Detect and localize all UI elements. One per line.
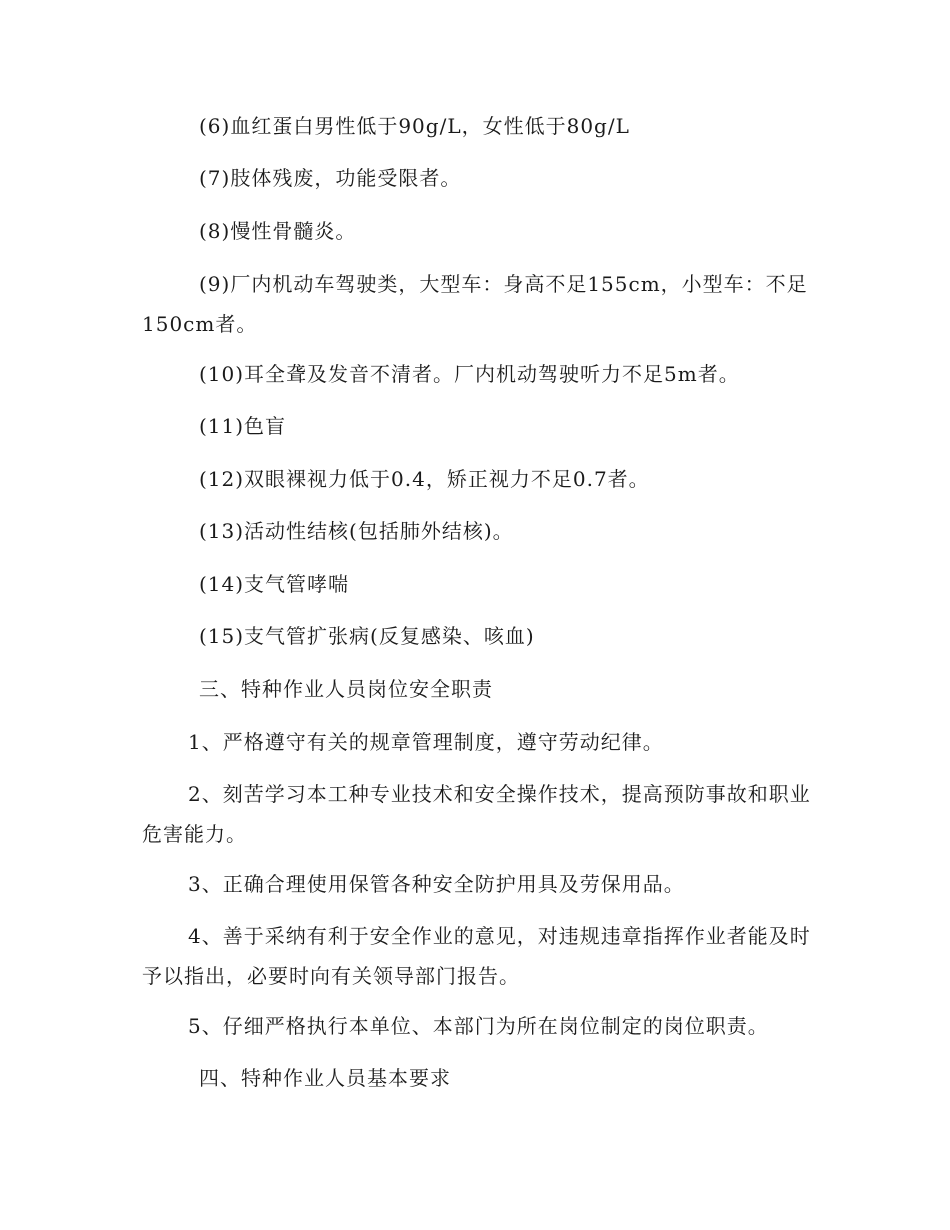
duty-item-3: 3、正确合理使用保管各种安全防护用具及劳保用品。 — [188, 872, 685, 896]
paragraph-item-15: (15)支气管扩张病(反复感染、咳血) — [199, 624, 535, 648]
section-heading-3: 三、特种作业人员岗位安全职责 — [199, 677, 493, 701]
paragraph-item-8: (8)慢性骨髓炎。 — [199, 219, 357, 243]
paragraph-item-7: (7)肢体残废，功能受限者。 — [199, 166, 462, 190]
paragraph-item-12: (12)双眼裸视力低于0.4，矫正视力不足0.7者。 — [199, 467, 650, 491]
paragraph-item-9: (9)厂内机动车驾驶类，大型车：身高不足155cm，小型车：不足150cm者。 — [142, 272, 808, 336]
paragraph-item-14: (14)支气管哮喘 — [199, 572, 350, 596]
duty-item-4: 4、善于采纳有利于安全作业的意见，对违规违章指挥作业者能及时予以指出，必要时向有关领导部门报告。 — [142, 924, 811, 988]
paragraph-item-11: (11)色盲 — [199, 414, 287, 438]
duty-item-1: 1、严格遵守有关的规章管理制度，遵守劳动纪律。 — [188, 730, 664, 754]
paragraph-item-10: (10)耳全聋及发音不清者。厂内机动驾驶听力不足5m者。 — [199, 362, 740, 386]
paragraph-item-6: (6)血红蛋白男性低于90g/L，女性低于80g/L — [199, 114, 630, 138]
paragraph-item-13: (13)活动性结核(包括肺外结核)。 — [199, 519, 514, 543]
duty-item-2: 2、刻苦学习本工种专业技术和安全操作技术，提高预防事故和职业危害能力。 — [142, 782, 811, 846]
duty-item-5: 5、仔细严格执行本单位、本部门为所在岗位制定的岗位职责。 — [188, 1014, 769, 1038]
section-heading-4: 四、特种作业人员基本要求 — [199, 1066, 451, 1090]
